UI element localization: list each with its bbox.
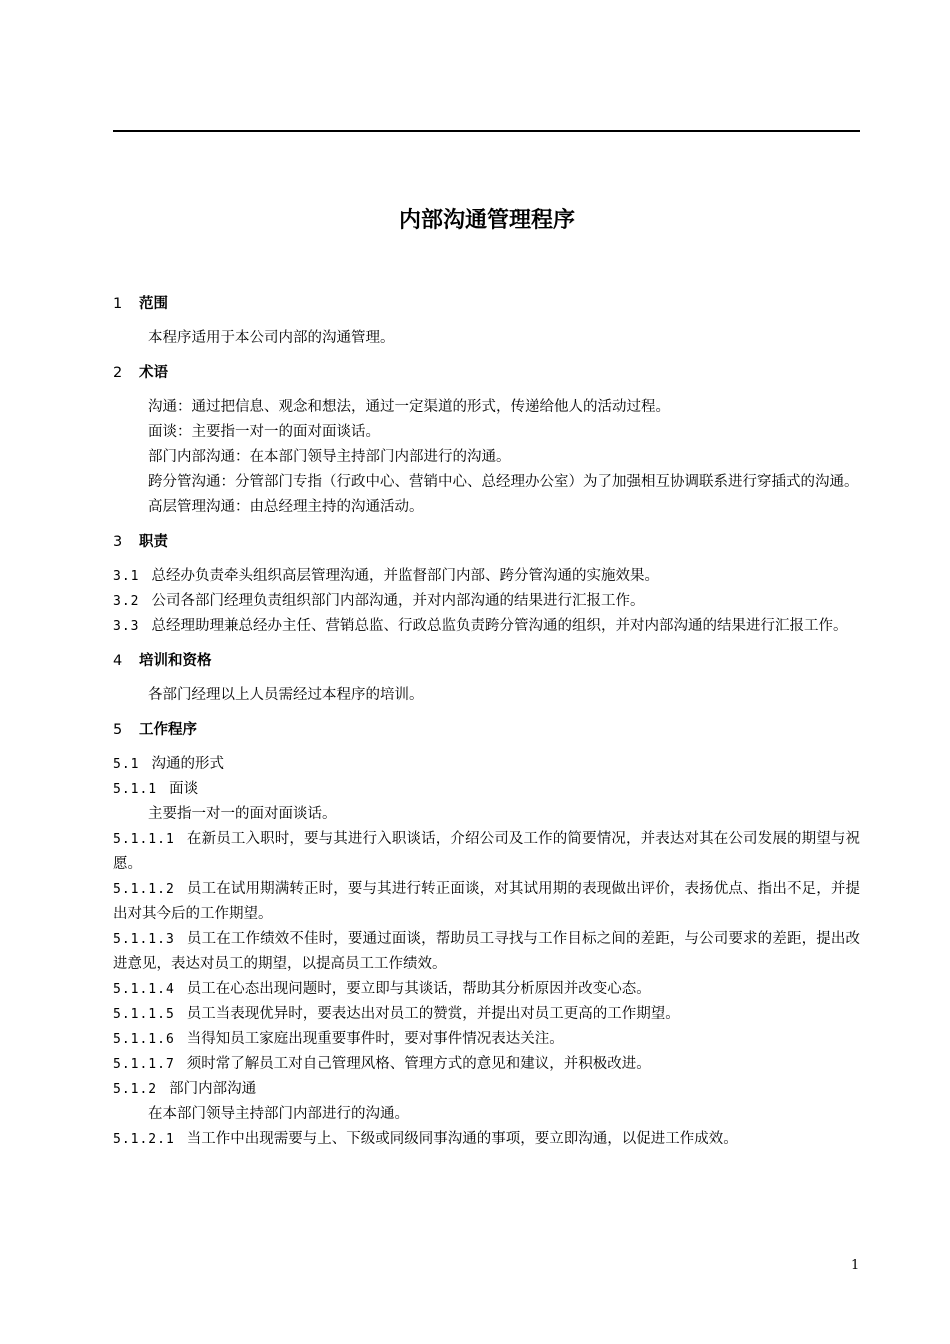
item-number: 5.1.2.1 <box>113 1132 175 1147</box>
item-text: 在新员工入职时，要与其进行入职谈话，介绍公司及工作的简要情况，并表达对其在公司发展的期望与祝愿。 <box>113 831 860 872</box>
section-title: 工作程序 <box>139 722 197 738</box>
term-senior-communication: 高层管理沟通：由总经理主持的沟通活动。 <box>148 499 424 515</box>
item-text: 总经理助理兼总经办主任、营销总监、行政总监负责跨分管沟通的组织，并对内部沟通的结果进行汇报工作。 <box>151 618 848 634</box>
item-text: 员工在心态出现问题时，要立即与其谈话，帮助其分析原因并改变心态。 <box>186 981 651 997</box>
item-text: 公司各部门经理负责组织部门内部沟通，并对内部沟通的结果进行汇报工作。 <box>151 593 645 609</box>
document-title: 内部沟通管理程序 <box>398 208 575 233</box>
section-title: 培训和资格 <box>139 653 212 669</box>
section-number: 1 <box>113 296 123 312</box>
item-number: 5.1.1.2 <box>113 882 175 897</box>
subsection-heading <box>113 1077 860 1102</box>
procedure-item <box>113 877 860 927</box>
procedure-item <box>113 827 860 877</box>
item-text: 当工作中出现需要与上、下级或同级同事沟通的事项，要立即沟通，以促进工作成效。 <box>186 1131 738 1147</box>
procedure-item <box>113 1002 860 1027</box>
scope-paragraph: 本程序适用于本公司内部的沟通管理。 <box>148 330 395 346</box>
procedure-item <box>113 1027 860 1052</box>
section-number: 2 <box>113 365 123 381</box>
section-heading-responsibilities <box>113 530 860 554</box>
subsection-heading <box>113 752 860 777</box>
item-number: 5.1.1 <box>113 782 158 797</box>
page-number: 1 <box>851 1258 860 1273</box>
responsibility-item <box>113 589 860 614</box>
term-cross-division-communication: 跨分管沟通：分管部门专指（行政中心、营销中心、总经理办公室）为了加强相互协调联系进行穿插式的沟通。 <box>148 474 859 490</box>
item-number: 5.1.1.1 <box>113 832 175 847</box>
item-number: 5.1.1.5 <box>113 1007 175 1022</box>
section-title: 术语 <box>139 365 168 381</box>
item-text: 部门内部沟通 <box>169 1081 257 1097</box>
item-number: 3.2 <box>113 594 140 609</box>
item-number: 5.1.2 <box>113 1082 158 1097</box>
section-heading-scope <box>113 292 860 316</box>
item-number: 5.1.1.7 <box>113 1057 175 1072</box>
section-heading-training <box>113 649 860 673</box>
responsibility-item <box>113 614 860 639</box>
term-interview: 面谈：主要指一对一的面对面谈话。 <box>148 424 380 440</box>
item-number: 3.1 <box>113 569 140 584</box>
item-text: 面谈 <box>169 781 199 797</box>
section-heading-terms <box>113 361 860 385</box>
department-communication-description: 在本部门领导主持部门内部进行的沟通。 <box>148 1106 409 1122</box>
procedure-item <box>113 927 860 977</box>
section-number: 5 <box>113 722 123 738</box>
subsection-heading <box>113 777 860 802</box>
section-heading-procedure <box>113 718 860 742</box>
section-title: 职责 <box>139 534 168 550</box>
item-text: 当得知员工家庭出现重要事件时，要对事件情况表达关注。 <box>186 1031 564 1047</box>
item-number: 3.3 <box>113 619 140 634</box>
term-department-communication: 部门内部沟通：在本部门领导主持部门内部进行的沟通。 <box>148 449 511 465</box>
section-number: 3 <box>113 534 123 550</box>
training-paragraph: 各部门经理以上人员需经过本程序的培训。 <box>148 687 424 703</box>
section-title: 范围 <box>139 296 168 312</box>
item-text: 总经办负责牵头组织高层管理沟通，并监督部门内部、跨分管沟通的实施效果。 <box>151 568 659 584</box>
procedure-item <box>113 1127 860 1152</box>
responsibility-item <box>113 564 860 589</box>
item-text: 员工在工作绩效不佳时，要通过面谈，帮助员工寻找与工作目标之间的差距，与公司要求的差距，提出改进意见，表达对员工的期望，以提高员工工作绩效。 <box>113 931 860 972</box>
item-number: 5.1.1.3 <box>113 932 175 947</box>
item-number: 5.1 <box>113 757 140 772</box>
section-number: 4 <box>113 653 123 669</box>
procedure-item <box>113 1052 860 1077</box>
item-text: 沟通的形式 <box>151 756 224 772</box>
procedure-item <box>113 977 860 1002</box>
item-number: 5.1.1.6 <box>113 1032 175 1047</box>
interview-description: 主要指一对一的面对面谈话。 <box>148 806 337 822</box>
document-body <box>113 292 860 1152</box>
term-communication: 沟通：通过把信息、观念和想法，通过一定渠道的形式，传递给他人的活动过程。 <box>148 399 670 415</box>
item-text: 员工在试用期满转正时，要与其进行转正面谈，对其试用期的表现做出评价，表扬优点、指出不足，并提出对其今后的工作期望。 <box>113 881 860 922</box>
item-text: 员工当表现优异时，要表达出对员工的赞赏，并提出对员工更高的工作期望。 <box>186 1006 680 1022</box>
item-text: 须时常了解员工对自己管理风格、管理方式的意见和建议，并积极改进。 <box>186 1056 651 1072</box>
item-number: 5.1.1.4 <box>113 982 175 997</box>
header-rule <box>113 130 860 132</box>
